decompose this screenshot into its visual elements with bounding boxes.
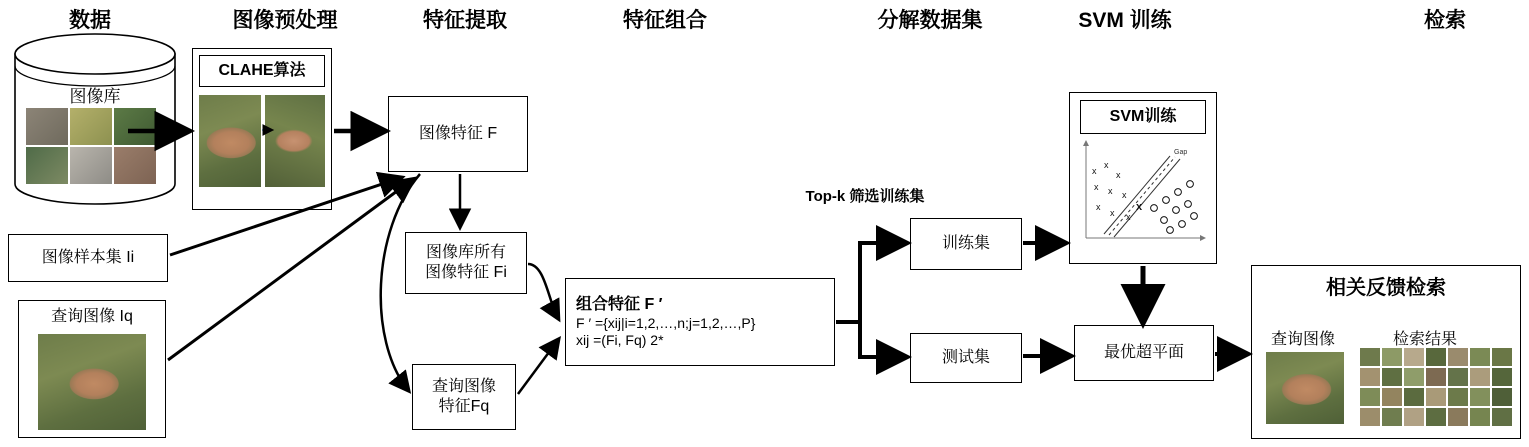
header-feature-combination: 特征组合 — [623, 9, 707, 32]
svg-text:x: x — [1108, 186, 1113, 196]
hyperplane-label: 最优超平面 — [1103, 344, 1184, 361]
all-features-box — [405, 232, 527, 294]
svg-text:x: x — [1104, 160, 1109, 170]
svg-text:x: x — [1116, 170, 1121, 180]
feedback-results-grid — [1360, 348, 1512, 426]
header-svm-training: SVM 训练 — [1078, 9, 1172, 32]
clahe-input-image — [199, 95, 261, 187]
combined-feature-box — [565, 278, 835, 366]
svg-text:x: x — [1092, 166, 1097, 176]
hyperplane-box — [1074, 325, 1214, 381]
header-retrieval: 检索 — [1424, 9, 1466, 32]
combined-line3: xij =(Fi, Fq) 2* — [576, 332, 664, 348]
test-set-label: 测试集 — [941, 349, 990, 366]
sample-set-box — [8, 234, 168, 282]
header-dataset-split: 分解数据集 — [877, 9, 983, 32]
image-feature-label: 图像特征 F — [418, 125, 498, 142]
topk-label: Top-k 筛选训练集 — [805, 188, 925, 205]
svg-text:x: x — [1110, 208, 1115, 218]
feedback-query-caption: 查询图像 — [1270, 331, 1335, 348]
image-library-label: 图像库 — [69, 87, 121, 106]
clahe-label: CLAHE算法 — [218, 62, 306, 79]
test-set-box — [910, 333, 1022, 383]
all-features-line2: 图像特征 Fi — [425, 264, 507, 281]
svm-plot — [1078, 138, 1208, 250]
combined-line2: F ′ ={xij|i=1,2,…,n;j=1,2,…,P} — [576, 314, 756, 331]
feedback-title: 相关反馈检索 — [1326, 277, 1446, 299]
query-image-thumbnail — [38, 334, 146, 430]
train-set-box — [910, 218, 1022, 270]
query-feature-box — [412, 364, 516, 430]
image-library-thumbnails — [26, 108, 156, 184]
image-feature-box — [388, 96, 528, 172]
query-image-label: 查询图像 Iq — [51, 308, 133, 325]
feedback-query-thumbnail — [1266, 352, 1344, 424]
clahe-label-box — [199, 55, 325, 87]
combined-line1: 组合特征 F ′ — [576, 295, 663, 313]
train-set-label: 训练集 — [941, 235, 990, 252]
header-preprocessing: 图像预处理 — [232, 9, 338, 32]
svg-text:x: x — [1096, 202, 1101, 212]
query-feature-line1: 查询图像 — [431, 378, 496, 395]
query-feature-line2: 特征Fq — [438, 398, 490, 415]
svm-panel — [1069, 92, 1217, 264]
svm-title-box — [1080, 100, 1206, 134]
header-data: 数据 — [69, 9, 111, 32]
svg-text:Gap: Gap — [1174, 149, 1188, 156]
svg-text:x: x — [1094, 182, 1099, 192]
all-features-line1: 图像库所有 — [425, 244, 506, 261]
feedback-results-caption: 检索结果 — [1392, 331, 1457, 348]
svm-title: SVM训练 — [1109, 108, 1177, 125]
svg-text:x: x — [1122, 190, 1127, 200]
sample-set-label: 图像样本集 Ii — [41, 249, 135, 266]
svg-text:x: x — [1126, 212, 1131, 222]
svg-text:x: x — [1136, 201, 1143, 213]
header-feature-extraction: 特征提取 — [423, 9, 507, 32]
clahe-output-image — [265, 95, 325, 187]
